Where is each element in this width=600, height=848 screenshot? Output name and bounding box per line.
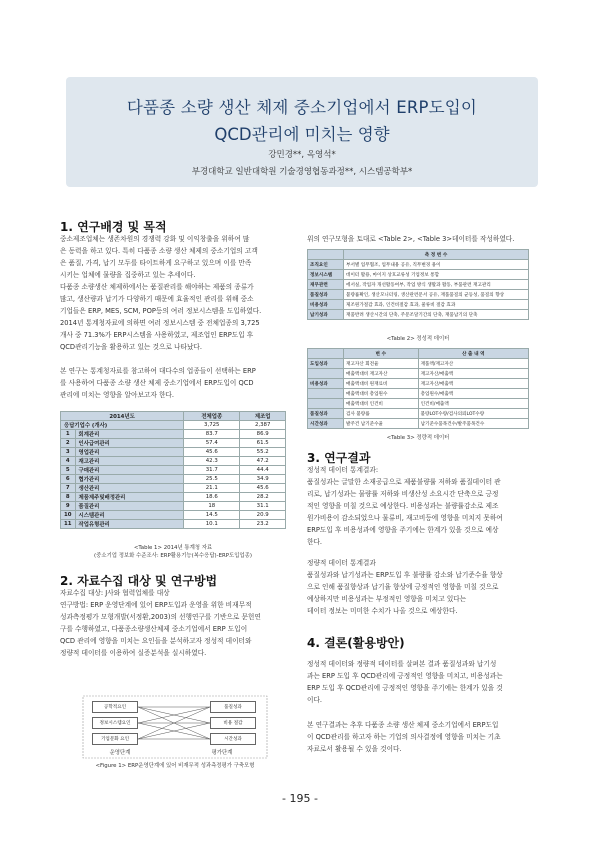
figure1-right-box: 품질성과 — [210, 701, 256, 713]
section3-heading: 3. 연구결과 — [307, 451, 371, 465]
table2-row: 비용성과 제조원가절감 효과, 인건비절감 효과, 물류비 절감 효과 — [308, 300, 529, 310]
table1-row: 8 제품제주및배정관리 18.6 28.2 — [61, 493, 286, 502]
table2-row: 정보시스템 데이터 활용, 마이지 상호교류성 기업정보 통합 — [308, 270, 529, 280]
figure1-caption: <Figure 1> ERP운영단계에 있어 비재무적 성과측정평가 구축모형 — [95, 763, 255, 769]
table3-row: 매출액대비 인건비 인건비/매출액 — [308, 399, 529, 409]
section3-para2: 정량적 데이터 통계결과 품질성과와 납기성과는 ERP도입 후 불량률 감소와 납기준수율 향상 으로 인해 품질향상과 납기율 향상에 긍정적인 영향을 미칠 것으로 예상하지만 비용성과는 부정적인 영향을 미치고 있다는 데이터 정보는 미미한 수치가 나올 것으로 예상한다. — [307, 559, 503, 615]
figure1-left-box: 기업문화 요인 — [92, 733, 138, 745]
table1-row: 4 재고관리 42.3 47.2 — [61, 457, 286, 466]
table1-row: 11 작업유형관리 10.1 23.2 — [61, 520, 286, 529]
section3-para1: 정성적 데이터 통계결과: 품질성과는 글말한 소재공급으로 제품불량률 저하와 품질데이터 관 리로, 납기성과는 물량률 저하와 비생산성 소요시간 단축으로 긍정 적인 영향을 미칠 것으로 예상한다. 비용성과는 불량률감소로 제조 원가비용이 감소되었으나 물류비, 재고비등에 영향을 미치지 못하여 ERP도입 후 비용성과에 영향을 주기에는 한계가 있을 것으로 예상 한다. — [307, 466, 503, 546]
table1 — [60, 411, 286, 529]
figure1-left-label: 운영단계 — [109, 750, 131, 756]
table2-row: 조직요인 부서별 업무협조, 업무내용 공유, 직무변경 용이 — [308, 260, 529, 270]
table1-header: 전체업종 — [184, 412, 240, 421]
section4-para2: 본 연구결과는 추후 다품종 소량 생산 체제 중소기업에서 ERP도입 이 QCD관리를 하고자 하는 기업의 의사결정에 영향을 미치는 기초 자료로서 활용될 수 있을 것이다. — [307, 721, 501, 753]
table3-row: 도입성과 재고자산 회전율 재품액/재고자산 — [308, 359, 529, 369]
table3-header — [308, 349, 344, 359]
table3-row: 시간성과 발주건 납기준수율 납기준수품목건수/발주품목건수 — [308, 419, 529, 429]
section1-heading: 1. 연구배경 및 목적 — [60, 220, 167, 234]
table3-row: 매출액대비 총업원수 총업원수/매출액 — [308, 389, 529, 399]
table1-row: 2 인사급여관리 57.4 61.5 — [61, 439, 286, 448]
figure1-left-box: 공학적요인 — [92, 701, 138, 713]
title-banner — [66, 77, 538, 187]
section4-para1: 정성적 데이터와 정량적 데이터를 살펴본 결과 품질성과와 납기성 과는 ERP 도입 후 QCD관리에 긍정적인 영향을 미치고, 비용성과는 ERP 도입 후 QCD관리에 긍정적인 영향을 주기에는 한계가 있을 것 이다. — [307, 660, 503, 704]
table1-row: 9 품질관리 18 31.1 — [61, 502, 286, 511]
figure1-diagram — [80, 694, 270, 770]
table3-row: 품질성과 검사 불량률 불량LOT수량/검사의뢰LOT수량 — [308, 409, 529, 419]
table3-row: 비용성과 매출액대비 원재료비 재고자산/매출액 — [308, 379, 529, 389]
section1-para1: 중소제조업체는 생존차원의 경쟁력 강화 및 이익창출을 위하여 많 은 동력을 하고 있다. 특히 다품종 소량 생산 체제의 중소기업의 고객 은 품질, 가격, 납기 모두를 타이트하게 요구하고 있으며 이를 만족 시키는 업체에 물량을 집중하고 있는 추세이다. 다품종 소량생산 체제하에서는 품질관리를 해야하는 제품의 종류가 많고, 생산량과 납기가 다양하기 때문에 효율적인 관리를 위해 중소 기업들은 ERP, MES, SCM, POP등의 여러 정보시스템을 도입하였다. 2014년 통계청자료에 의하면 여러 정보시스템 중 전체업종의 3,725 개사 중 71.3%가 ERP시스템을 사용하였고, 제조업인 ERP도입 후 QCD관리기능을 활용하고 있는 것으로 나타났다. — [60, 235, 262, 351]
table3 — [307, 348, 529, 429]
table1-header: 제조업 — [240, 412, 286, 421]
table3-header: 산 출 내 역 — [418, 349, 528, 359]
table1-row: 5 구매관리 31.7 44.4 — [61, 466, 286, 475]
table1-row: 응답기업수 (개사) 3,725 2,387 — [61, 421, 286, 430]
table2-caption: <Table 2> 정성적 데이터 — [386, 336, 450, 342]
table1-header: 2014년도 — [61, 412, 184, 421]
right-intro: 위의 연구모형을 토대로 <Table 2>, <Table 3>데이터를 작성하였다. — [307, 235, 515, 243]
table2-row: 납기성과 재품반려 생산시간의 단축, 주문조달기간의 단축, 재품납기의 단축 — [308, 310, 529, 320]
section2-body: 자료수집 대상: J사와 협력업체를 대상 연구방법: ERP 운영단계에 있어 ERP도입과 운영을 위한 비재무적 성과측정평가 모형개발(서정환,2003)의 선행연구를 기반으로 문헌연 구를 수행하였고, 다품종소량생산체제 중소기업에서 ERP 도입이 QCD 관리에 영향을 미치는 요인들을 분석하고자 정성적 데이터와 정량적 데이터를 이용하여 실증분석을 실시하였다. — [60, 589, 261, 657]
table3-row: 매출액대비 재고자산 재고자산/매출액 — [308, 369, 529, 379]
table1-caption: <Table 1> 2014년 통계청 자료 (중소기업 정보화 수준조사: ERP활용기능(복수응답)-ERP도입업종) — [94, 545, 252, 559]
table1-row: 3 영업관리 45.6 55.2 — [61, 448, 286, 457]
table2 — [307, 249, 529, 320]
table1-row: 1 회계관리 83.7 86.9 — [61, 430, 286, 439]
figure1-right-box: 시간성과 — [210, 733, 256, 745]
page-number: - 195 - — [282, 792, 318, 805]
authors: 강민경**, 옥영석* — [268, 150, 336, 160]
figure1-right-box: 비용 절감 — [210, 717, 256, 729]
paper-title-line1: 다품종 소량 생산 체제 중소기업에서 ERP도입이 — [126, 98, 478, 117]
table2-row: 품질성과 불량률확인, 생산모니터링, 생산관련문서 공유, 재품품질의 균등성, 품질의 향상 — [308, 290, 529, 300]
table2-row: 재무관련 에서실, 작업자 개선활동여부, 작업 방식 생활과 활동, 부품관련 재고관리 — [308, 280, 529, 290]
affiliation: 부경대학교 일반대학원 기술경영협동과정**, 시스템공학부* — [191, 167, 413, 177]
figure1-left-box: 정보시스템요인 — [92, 717, 138, 729]
section2-heading: 2. 자료수집 대상 및 연구방법 — [60, 574, 218, 588]
paper-title-line2: QCD관리에 미치는 영향 — [214, 125, 390, 144]
table3-header: 변 수 — [344, 349, 419, 359]
table1-row: 10 시스템관리 14.5 20.9 — [61, 511, 286, 520]
table1-row: 7 생산관리 21.1 45.6 — [61, 484, 286, 493]
table1-row: 6 협가관리 25.5 34.9 — [61, 475, 286, 484]
section4-heading: 4. 결론(활용방안) — [307, 636, 405, 650]
table2-header: 측 정 변 수 — [344, 250, 529, 260]
figure1-right-label: 평가단계 — [211, 750, 233, 756]
table3-caption: <Table 3> 정량적 데이터 — [386, 435, 450, 441]
section1-para2: 본 연구는 통계청자료를 참고하여 대다수의 업종들이 선택하는 ERP 를 사용하여 다품종 소량 생산 체제 중소기업에서 ERP도입이 QCD 관리에 미치는 영향을 알아보고자 한다. — [60, 367, 256, 399]
